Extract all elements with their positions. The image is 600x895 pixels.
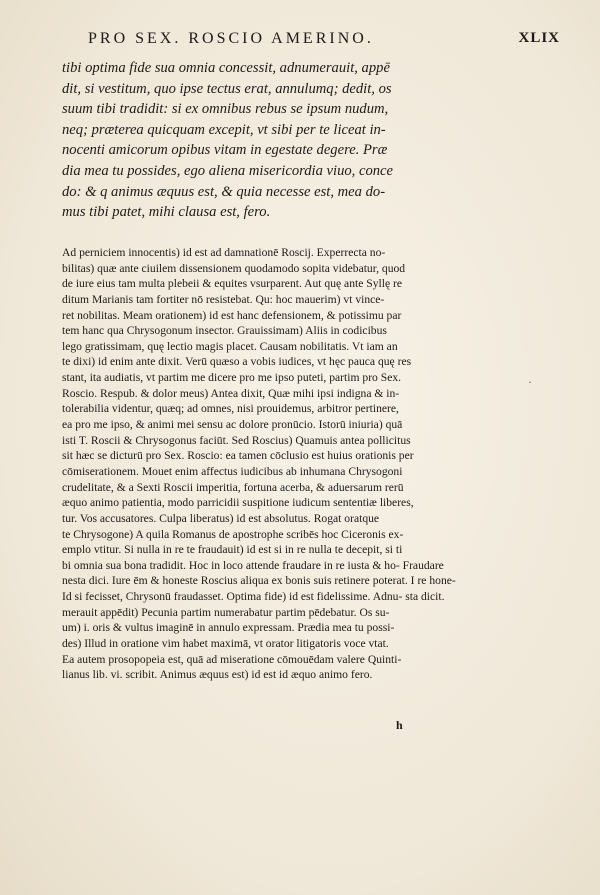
text-line: do: & q animus æquus est, & quia necesse est, mea do- — [62, 183, 386, 200]
commentary-line: cōmiserationem. Mouet enim affectus iudicibus ab inhumana Chrysogoni — [62, 464, 403, 478]
commentary-line: æquo animo patientia, modo parricidii suspitione iudicum sententiæ liberes, — [62, 496, 414, 510]
commentary-line: stant, ita audiatis, vt partim me dicere pro me ipso puteti, partim pro Sex. — [62, 371, 402, 385]
commentary-line: merauit appēdit) Pecunia partim numerabatur partim pēdebatur. Os su- — [62, 605, 390, 619]
text-line: nocenti amicorum opibus vitam in egestate degere. Præ — [62, 142, 388, 159]
running-head: PRO SEX. ROSCIO AMERINO. — [88, 30, 374, 47]
commentary-line: Roscio. Respub. & dolor meus) Antea dixit, Quæ mihi ipsi indigna & in- — [62, 386, 400, 400]
commentary-line: des) Illud in oratione vim habet maximā, vt orator litigatoris voce vtat. — [62, 637, 389, 651]
text-line: suum tibi tradidit: si ex omnibus rebus se ipsum nudum, — [62, 101, 389, 118]
commentary-line: tem hanc qua Chrysogonum insector. Grauissimam) Aliis in codicibus — [62, 324, 387, 338]
commentary-line: tur. Vos accusatores. Culpa liberatus) id est absolutus. Rogat oratque — [62, 511, 380, 525]
commentary-line: bilitas) quæ ante ciuilem dissensionem quodamodo sopita videbatur, quod — [62, 261, 406, 275]
commentary-line: crudelitate, & a Sexti Roscii imperitia, fortuna acerba, & aduersarum rerū — [62, 480, 404, 494]
oration-text — [62, 58, 467, 223]
commentary-line: te Chrysogone) A quila Romanus de apostrophe scribēs hoc Ciceronis ex- — [62, 527, 404, 541]
text-line: tibi optima fide sua omnia concessit, adnumerauit, appē — [62, 60, 390, 76]
commentary-line: Ea autem prosopopeia est, quā ad miseratione cōmouēdam valere Quinti- — [62, 652, 402, 666]
commentary-line: Id si fecisset, Chrysonū fraudasset. Optima fide) id est fidelissime. Adnu- sta dicit. — [62, 590, 445, 604]
text-line: dia mea tu possides, ego aliena misericordia viuo, conce — [62, 162, 394, 179]
commentary-line: ret nobilitas. Meam orationem) id est hanc defensionem, & potissimu par — [62, 308, 402, 322]
commentary-line: isti T. Roscii & Chrysogonus faciūt. Sed Roscius) Quamuis antea pollicitus — [62, 433, 411, 447]
commentary-line: de iure eius tam multa plebeii & equites vsurparent. Aut quę ante Syllę re — [62, 277, 402, 291]
commentary-line: emplo vtitur. Si nulla in re te fraudauit) id est si in re nulla te decepit, si ti — [62, 543, 403, 557]
text-line: mus tibi patet, mihi clausa est, fero. — [62, 204, 271, 221]
commentary-text — [62, 245, 472, 683]
margin-mark: · — [528, 375, 532, 389]
folio-number: XLIX — [518, 30, 560, 46]
commentary-line: bi omnia sua bona tradidit. Hoc in loco attende fraudare in re iusta & ho- Fraudare — [62, 558, 444, 572]
commentary-line: Ad perniciem innocentis) id est ad damnationē Roscij. Experrecta no- — [62, 246, 386, 259]
commentary-line: tolerabilia videntur, quæq; ad omnes, nisi prouidemus, arbitror pertinere, — [62, 402, 399, 416]
text-line: neq; præterea quicquam excepit, vt sibi per te liceat in- — [62, 121, 386, 138]
signature-mark: h — [396, 718, 404, 732]
commentary-line: lianus lib. vi. scribit. Animus æquus est) id est id æquo animo fero. — [62, 668, 373, 682]
text-line: dit, si vestitum, quo ipse tectus erat, annulumq; dedit, os — [62, 80, 392, 97]
commentary-line: sit hæc se dicturū pro Sex. Roscio: ea tamen cōclusio est huius orationis per — [62, 449, 414, 463]
commentary-line: um) i. oris & vultus imaginē in annulo expressam. Prædia mea tu possi- — [62, 621, 395, 635]
commentary-line: te dixi) id enim ante dixit. Verū quæso a vobis iudices, vt hęc pauca quę res — [62, 355, 412, 369]
commentary-line: lego gratissimam, quę lectio magis placet. Causam nobilitatis. Vt iam an — [62, 339, 398, 353]
commentary-line: ditum Marianis tam fortiter nō resistebat. Qu: hoc mauerim) vt vince- — [62, 292, 385, 306]
page-header — [60, 30, 560, 54]
commentary-line: ea pro me ipso, & animi mei sensu ac dolore pronūcio. Istorū iniuria) quā — [62, 418, 403, 432]
commentary-line: nesta dici. Iure ēm & honeste Roscius aliqua ex bonis suis retinere poterat. I re hone- — [62, 574, 456, 588]
